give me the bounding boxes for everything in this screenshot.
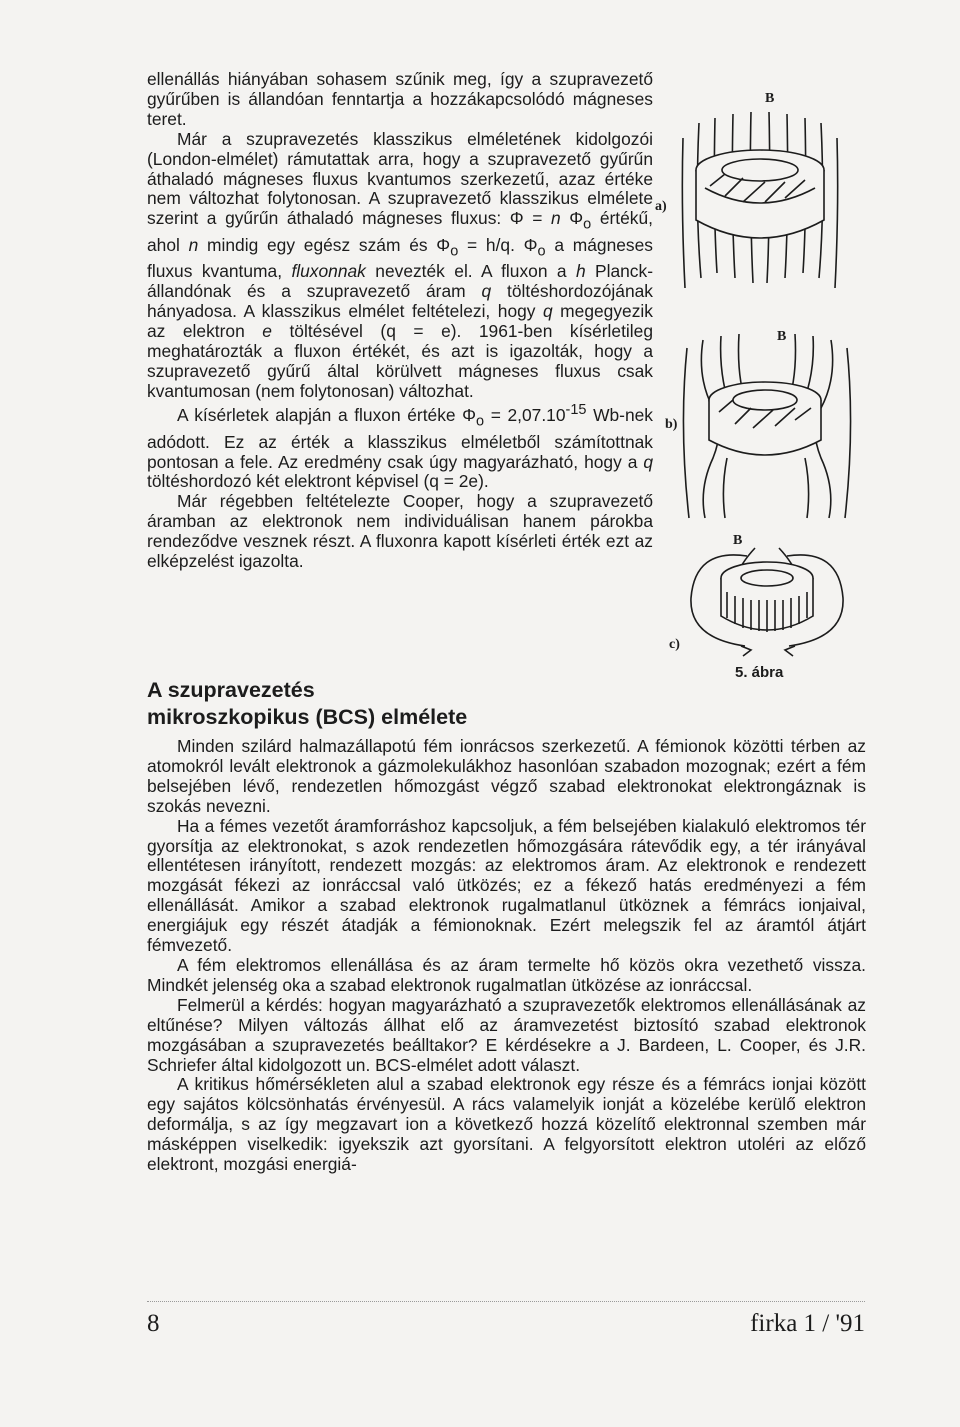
section-heading-line2: mikroszkopikus (BCS) elmélete (147, 705, 468, 729)
field-label-a: B (765, 91, 775, 106)
paragraph: A fém elektromos ellenállása és az áram termelte hő közös okra vezethető vissza. Mindkét jelenség oka a szabad elektronok rugalmatlan ütközése az ionráccsal. (147, 954, 866, 995)
column-text (147, 70, 653, 572)
paragraph: Már régebben feltételezte Cooper, hogy a szupravezető áramban az elektronok nem individuálisan hanem párokba rendeződve vesznek részt. A fluxonra kapott kísérleti érték ezt az elképzelést igazolta. (147, 491, 653, 572)
paragraph: A kísérletek alapján a fluxon értéke $\Phi_o = 2,07.10^{-15}$ Wb-nek adódott. Ez az érték a klasszikus elméletből számítottnak pontosan a fele. Az eredmény csak úgy magyarázható, hogy a q töltéshordozó két elektront képvisel (q = 2e). (147, 402, 654, 492)
figure-label-c: c) (669, 637, 680, 652)
figure-caption: 5. ábra (735, 664, 784, 681)
ring-flux-illustration (655, 78, 875, 698)
ring-a (696, 150, 824, 238)
body-text (147, 737, 866, 1175)
figure-label-b: b) (665, 417, 678, 432)
figure-label-a: a) (655, 199, 667, 214)
footer-divider (147, 1301, 865, 1302)
journal-issue: firka 1 / '91 (750, 1310, 865, 1337)
field-label-c: B (733, 533, 743, 548)
paragraph: Felmerül a kérdés: hogyan magyarázható a szupravezetők elektromos ellenállásának az eltűnése? Milyen változás állhat elő az áramvezetést biztosító szabad elektronok mozgásában a szupravezetés beálltakor? E kérdésekre a J. Bardeen, L. Cooper, és J.R. Schriefer által kidolgozott un. BCS-elmélet adott választ. (147, 994, 866, 1075)
ring-c (721, 562, 813, 632)
section-heading-line1: A szupravezetés (147, 678, 315, 702)
paragraph: Már a szupravezetés klasszikus elméletének kidolgozói (London-elmélet) rámutattak arra, hogy a szupravezető gyűrűn áthaladó mágneses fluxus kvantumos szerkezetű, azaz értéke nem változhat folytonosan. A szupravezető klasszikus elmélete szerint a gyűrűn áthaladó mágneses fluxus: Φ = n $\Phi_o$ értékű, ahol n mindig egy egész szám és $\Phi_o = h/q$. $\Phi_o$ a mágneses fluxus kvantuma, fluxonnak nevezték el. A fluxon a h Planck-állandónak és a szupravezető áram q töltéshordozójának hányadosa. A klasszikus elmélet feltételezi, hogy q megegyezik az elektron e töltésével (q = e). 1961-ben kísérletileg meghatározták a fluxon értékét, és azt is igazolták, hogy a szupravezető gyűrű által körülvett mágneses fluxus csak kvantumosan (nem folytonosan) változhat. (147, 128, 653, 401)
paragraph: ellenállás hiányában sohasem szűnik meg, így a szupravezető gyűrűben is állandóan fenntartja a hozzákapcsolódó mágneses teret. (147, 69, 653, 129)
page-number: 8 (147, 1310, 160, 1337)
paragraph: A kritikus hőmérsékleten alul a szabad elektronok egy része és a fémrács ionjai között egy sajátos kölcsönhatás érvényesül. A rács valamelyik ionját a közelébe kerülő elektron deformálja, s az így megzavart ion a következő hozzá közelítő elektronnal szemben már másképpen viselkedik: igyekszik azt gyorsítani. A felgyorsított elektron utoléri az előző elektront, mozgási energiá- (147, 1074, 866, 1175)
ring-b (709, 382, 821, 455)
paragraph: Minden szilárd halmazállapotú fém ionrácsos szerkezetű. A fémionok közötti térben az atomokról levált elektronok a gázmolekulákhoz hasonlóan szabadon mozognak; ezért a fém belsejében lévő, rendezetlen hőmozgást végző szabad elektronokat elektrongáznak is szokás nevezni. (147, 736, 866, 816)
paragraph: Ha a fémes vezetőt áramforráshoz kapcsoljuk, a fém belsejében kialakuló elektromos tér gyorsítja az elektronokat, s azok rendezetlen hőmozgására rátevődik egy, a tér irányával ellentétesen irányított, rendezett mozgás: az elektromos áram. Az elektronok e rendezett mozgását fékezi az ionráccsal való ütközés; ez a fékező hatás eredményezi a fém ellenállását. Amikor a szabad elektronok rugalmatlanul ütköznek a fémrács ionjaival, energiájuk egy részét átadják a fémionoknak. Ezért melegszik fel az áramtól átjárt fémvezető. (147, 815, 866, 956)
section-heading (147, 677, 467, 731)
figure-superconducting-ring (655, 78, 875, 698)
field-label-b: B (777, 329, 787, 344)
